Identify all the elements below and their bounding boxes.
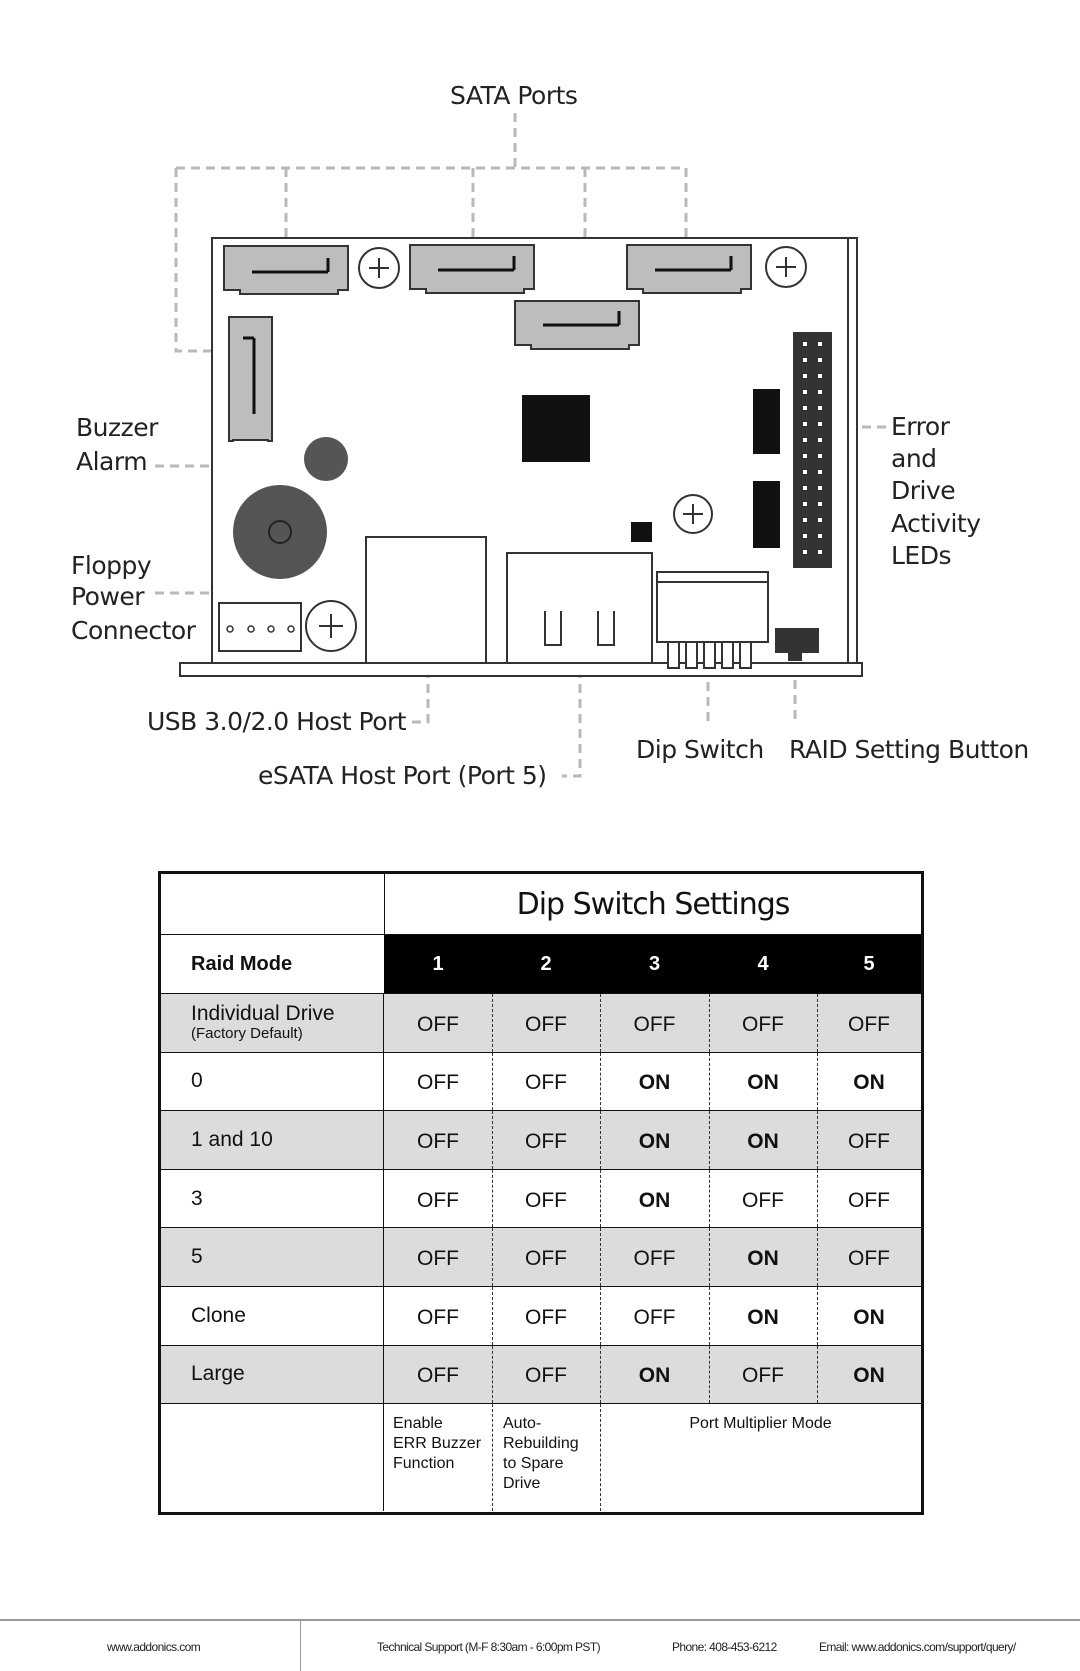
switch-4-value: OFF	[742, 1012, 784, 1036]
switch-1-value: OFF	[417, 1364, 459, 1388]
footer-website[interactable]: www.addonics.com	[107, 1640, 201, 1654]
switch-1-value: OFF	[417, 1247, 459, 1271]
label-and: and	[891, 444, 937, 473]
switch2-function	[503, 1414, 579, 1494]
usb-port	[366, 537, 486, 663]
raid-mode-cell	[161, 994, 384, 1052]
label-floppy: Floppy	[71, 551, 152, 580]
column-divider	[492, 1170, 493, 1228]
switch1-function-line: ERR Buzzer	[393, 1435, 482, 1452]
table-row	[161, 1110, 921, 1169]
column-divider	[817, 1111, 818, 1169]
switch-number-5: 5	[863, 952, 875, 975]
switch-4-value: OFF	[742, 1188, 784, 1212]
switch-3-value: ON	[638, 1129, 671, 1153]
switch-2-value: OFF	[525, 1012, 567, 1036]
footer-divider	[300, 1621, 301, 1671]
column-divider	[709, 1111, 710, 1169]
switch-4-value: ON	[747, 1305, 779, 1329]
label-power: Power	[71, 582, 145, 611]
switch-2-value: OFF	[525, 1305, 567, 1329]
footer-email[interactable]: Email: www.addonics.com/support/query/	[819, 1640, 1016, 1654]
dip-switch-component	[657, 572, 768, 668]
raid-mode-cell	[161, 1170, 384, 1228]
switch-2-value: OFF	[525, 1071, 567, 1095]
switch1-function-line: Function	[393, 1455, 455, 1472]
label-sata-ports: SATA Ports	[450, 81, 578, 110]
controller-chip	[522, 395, 590, 462]
switch-5-value: OFF	[848, 1012, 890, 1036]
label-leds: LEDs	[891, 541, 951, 570]
switch-2-value: OFF	[525, 1247, 567, 1271]
raid-mode-cell	[161, 1228, 384, 1286]
dip-switch-settings-table	[158, 871, 924, 1515]
raid-mode-header: Raid Mode	[191, 952, 293, 975]
switch-number-3: 3	[648, 952, 661, 975]
column-divider	[492, 1111, 493, 1169]
label-drive: Drive	[891, 476, 956, 505]
column-divider	[492, 1346, 493, 1404]
small-chip	[631, 522, 652, 542]
column-divider	[709, 994, 710, 1052]
column-divider	[600, 1346, 601, 1404]
switch-number-1: 1	[432, 952, 444, 975]
raid-mode-label: 5	[191, 1245, 203, 1269]
table-row	[161, 993, 921, 1052]
switch-3-value: OFF	[633, 1012, 676, 1036]
footnote-divider	[600, 1404, 601, 1511]
column-divider	[600, 1287, 601, 1345]
column-divider	[709, 1170, 710, 1228]
column-divider	[600, 1111, 601, 1169]
switch1-function-line: Enable	[393, 1415, 443, 1432]
column-divider	[817, 1346, 818, 1404]
raid-mode-cell	[161, 1111, 384, 1169]
switch-1-value: OFF	[417, 1129, 459, 1153]
raid-mode-label: Large	[191, 1362, 245, 1386]
table-row	[161, 1227, 921, 1286]
label-raid-button: RAID Setting Button	[789, 735, 1029, 764]
switch1-function	[393, 1414, 481, 1474]
switch-5-value: ON	[853, 1364, 885, 1388]
raid-mode-cell	[161, 1287, 384, 1345]
switch2-function-line: Rebuilding	[503, 1435, 579, 1452]
switch-2-value: OFF	[525, 1188, 567, 1212]
board-illustration	[0, 0, 1080, 800]
switch-3-value: OFF	[633, 1305, 676, 1329]
column-divider	[600, 1228, 601, 1286]
raid-mode-note: (Factory Default)	[191, 1025, 303, 1043]
table-footnote-row	[161, 1403, 921, 1512]
column-divider	[817, 1053, 818, 1111]
table-row	[161, 1286, 921, 1345]
switch-4-value: OFF	[742, 1364, 784, 1388]
switch2-function-line: to Spare	[503, 1455, 564, 1472]
raid-mode-label: Individual Drive	[191, 1002, 335, 1026]
column-divider	[492, 1053, 493, 1111]
column-divider	[709, 1228, 710, 1286]
small-capacitor	[304, 437, 348, 481]
footnote-empty-cell	[161, 1404, 384, 1511]
switch-1-value: OFF	[417, 1305, 459, 1329]
raid-mode-cell	[161, 1346, 384, 1404]
switch-5-value: ON	[853, 1305, 885, 1329]
raid-mode-label: Clone	[191, 1303, 246, 1327]
label-activity: Activity	[891, 509, 981, 538]
table-header-row	[161, 934, 921, 993]
switch-5-value: OFF	[848, 1129, 890, 1153]
floppy-connector	[219, 603, 301, 651]
raid-mode-label: 3	[191, 1186, 203, 1210]
switch-number-2: 2	[540, 952, 552, 975]
label-usb-port: USB 3.0/2.0 Host Port	[147, 707, 407, 736]
column-divider	[600, 1053, 601, 1111]
column-divider	[709, 1346, 710, 1404]
esata-port	[507, 553, 652, 663]
switch-4-value: ON	[747, 1247, 779, 1271]
label-connector: Connector	[71, 616, 196, 645]
label-alarm: Alarm	[76, 447, 148, 476]
column-divider	[817, 994, 818, 1052]
switch-1-value: OFF	[417, 1012, 459, 1036]
switch-5-value: OFF	[848, 1247, 890, 1271]
switch-1-value: OFF	[417, 1071, 459, 1095]
raid-button-component	[775, 628, 819, 653]
switch-3-value: ON	[638, 1188, 671, 1212]
led-header	[793, 332, 832, 568]
column-divider	[492, 1228, 493, 1286]
switch2-function-line: Auto-	[503, 1415, 542, 1432]
switch-4-value: ON	[747, 1129, 779, 1153]
page-footer	[0, 1619, 1080, 1671]
table-row	[161, 1052, 921, 1111]
switch-3-value: ON	[638, 1071, 671, 1095]
switch-number-4: 4	[757, 952, 769, 975]
footnote-divider	[492, 1404, 493, 1511]
column-divider	[709, 1053, 710, 1111]
led-chip-2	[753, 481, 780, 548]
switch-1-value: OFF	[417, 1188, 459, 1212]
switch-5-value: ON	[853, 1071, 885, 1095]
label-dip-switch: Dip Switch	[636, 735, 764, 764]
switch2-function-line: Drive	[503, 1475, 541, 1492]
raid-mode-label: 0	[191, 1069, 203, 1093]
label-esata-port: eSATA Host Port (Port 5)	[258, 761, 547, 790]
column-divider	[709, 1287, 710, 1345]
table-title: Dip Switch Settings	[384, 874, 921, 934]
column-divider	[492, 1287, 493, 1345]
column-divider	[817, 1287, 818, 1345]
switch-2-value: OFF	[525, 1129, 567, 1153]
table-row	[161, 1169, 921, 1228]
led-chip-1	[753, 389, 780, 454]
table-row	[161, 1345, 921, 1404]
switch-4-value: ON	[747, 1071, 779, 1095]
port-multiplier-mode: Port Multiplier Mode	[689, 1415, 832, 1432]
column-divider	[817, 1228, 818, 1286]
switch-5-value: OFF	[848, 1188, 890, 1212]
label-buzzer: Buzzer	[76, 413, 158, 442]
column-divider	[600, 994, 601, 1052]
switch-2-value: OFF	[525, 1364, 567, 1388]
raid-mode-label: 1 and 10	[191, 1127, 273, 1151]
column-divider	[600, 1170, 601, 1228]
footer-support-hours: Technical Support (M-F 8:30am - 6:00pm PST)	[377, 1640, 600, 1654]
footer-phone: Phone: 408-453-6212	[672, 1640, 777, 1654]
label-error: Error	[891, 412, 950, 441]
buzzer	[233, 485, 327, 579]
column-divider	[817, 1170, 818, 1228]
column-divider	[492, 994, 493, 1052]
raid-mode-cell	[161, 1053, 384, 1111]
switch-3-value: ON	[638, 1364, 671, 1388]
board-diagram	[0, 0, 1080, 800]
switch-3-value: OFF	[633, 1247, 676, 1271]
